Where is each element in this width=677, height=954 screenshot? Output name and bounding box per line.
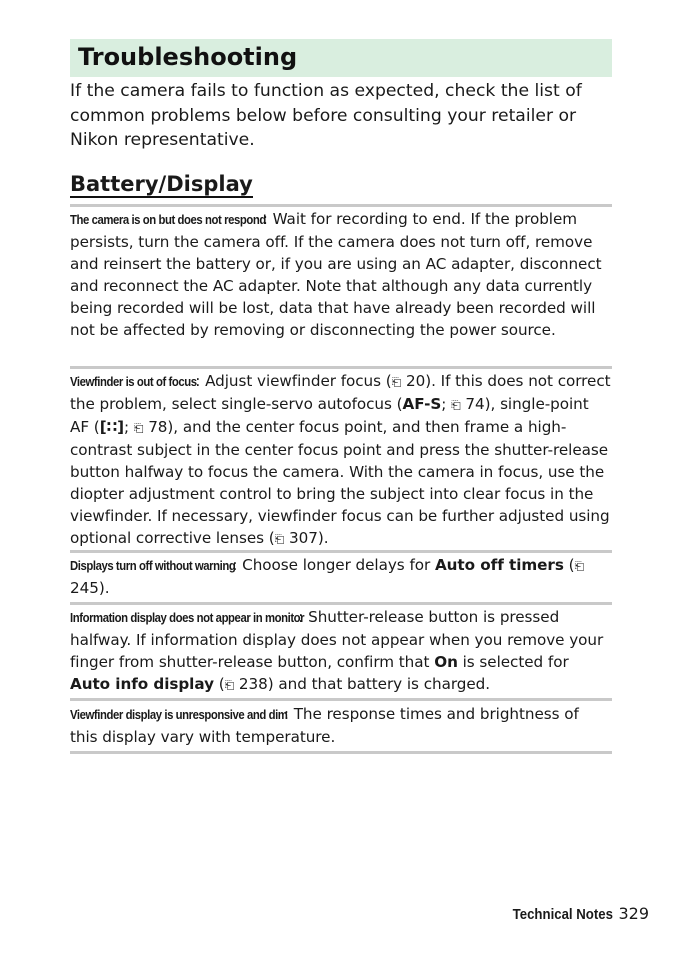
page-footer bbox=[499, 902, 649, 927]
entry-term: The camera is on but does not respond bbox=[70, 212, 266, 227]
entry-viewfinder-out-of-focus: Viewfinder is out of focus: Adjust viewfinder focus (⎗ 20). If this does not correct the problem, select single-servo autofocus (AF-S; ⎗ 74), single-point AF ([∷]; ⎗ 78), and the center focus point, and then frame a high-contrast subject in the center focus point and press the shutter-release button halfway to focus the camera. With the camera in focus, use the diopter adjustment control to bring the subject into clear focus in the viewfinder. If necessary, viewfinder focus can be further adjusted using optional corrective lenses (⎗ 307). bbox=[70, 372, 611, 547]
intro-paragraph: If the camera fails to function as expected, check the list of common problems below before consulting your retailer or Nikon representative. bbox=[70, 81, 582, 150]
entry-divider bbox=[70, 698, 612, 701]
book-icon: ⎗ bbox=[391, 375, 402, 389]
title-bar bbox=[70, 39, 612, 77]
entry-information-display: Information display does not appear in monitor: Shutter-release button is pressed halfway. If information display does not appear when you remove your finger from shutter-release button, confirm that On is selected for Auto info display (⎗ 238) and that battery is charged. bbox=[70, 608, 604, 693]
book-icon: ⎗ bbox=[274, 532, 285, 546]
entry-divider bbox=[70, 602, 612, 605]
entry-divider bbox=[70, 550, 612, 553]
entry-term: Information display does not appear in monitor bbox=[70, 610, 305, 625]
entry-term: Viewfinder is out of focus bbox=[70, 374, 197, 389]
page-number: 329 bbox=[618, 904, 649, 923]
entry-viewfinder-display: Viewfinder display is unresponsive and dim: The response times and brightness of this display vary with temperature. bbox=[70, 705, 579, 746]
entry-divider bbox=[70, 366, 612, 369]
page-title: Troubleshooting bbox=[78, 43, 298, 71]
entry-term: Displays turn off without warning bbox=[70, 558, 236, 573]
book-icon: ⎗ bbox=[224, 678, 235, 692]
entry-divider bbox=[70, 751, 612, 754]
section-rule bbox=[70, 204, 612, 207]
section-title: Battery/Display bbox=[70, 172, 253, 196]
book-icon: ⎗ bbox=[451, 398, 461, 412]
entry-camera-not-responding: The camera is on but does not respond: Wait for recording to end. If the problem persists, turn the camera off. If the camera does not turn off, remove and reinsert the battery or, if you are using an AC adapter, disconnect and reconnect the AC adapter. Note that although any data currently being recorded will be lost, data that have already been recorded will not be affected by removing or disconnecting the power source. bbox=[70, 210, 602, 339]
book-icon: ⎗ bbox=[574, 559, 585, 573]
single-point-af-icon: [∷] bbox=[99, 418, 124, 436]
footer-section-name: Technical Notes bbox=[513, 906, 614, 923]
entry-term: Viewfinder display is unresponsive and dim bbox=[70, 707, 288, 722]
entry-displays-turn-off: Displays turn off without warning: Choose longer delays for Auto off timers (⎗ 245). bbox=[70, 556, 585, 597]
book-icon: ⎗ bbox=[133, 421, 144, 435]
